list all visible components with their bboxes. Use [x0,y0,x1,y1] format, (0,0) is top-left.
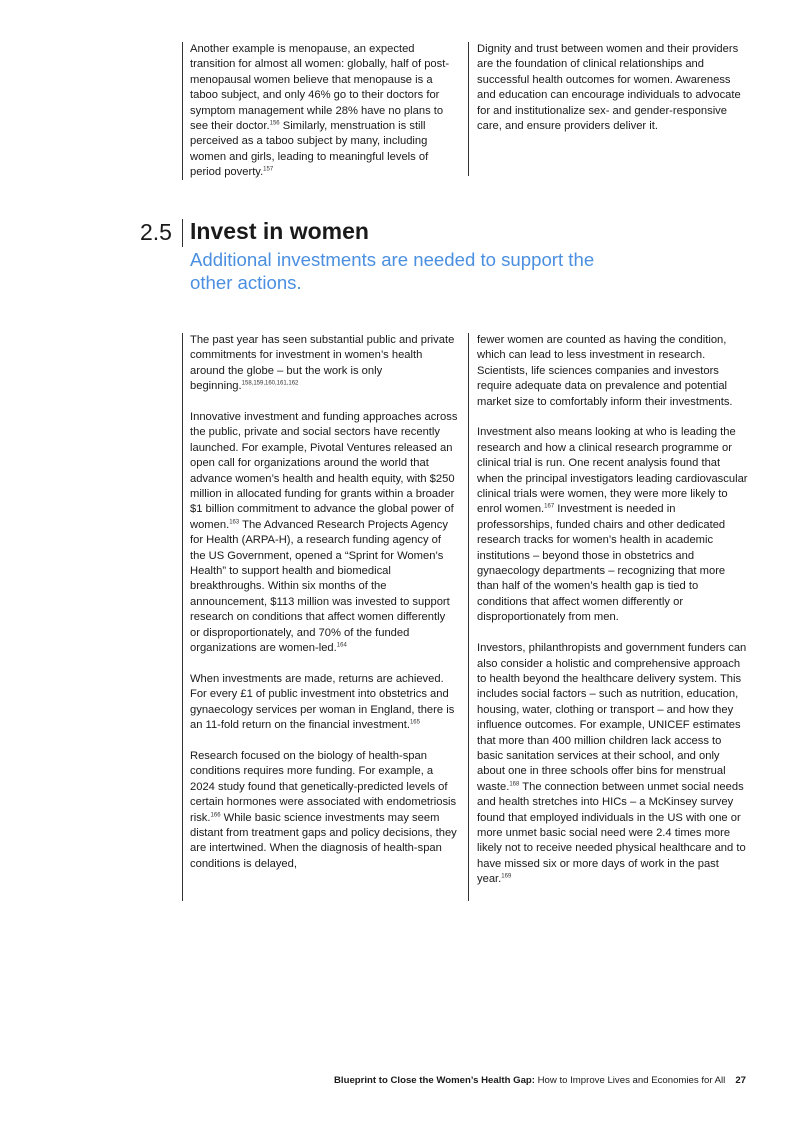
footnote-ref: 163 [229,519,240,526]
footnote-ref: 166 [210,811,221,818]
footnote-ref: 165 [409,719,420,726]
section-rule [182,219,183,247]
body-right-column [477,333,749,888]
paragraph: Dignity and trust between women and their providers are the foundation of clinical relationships and successful health outcomes for women. Awareness and education can encourage individuals to advocate for and institutionalize sex- and gender-responsive care, and ensure providers deliver it. [477,43,741,133]
paragraph: Investment also means looking at who is leading the research and how a clinical research programme or clinical trial is run. One recent analysis found that when the principal investigators leading cardiovascular clinical trials were women, they were more likely to enrol women.$^{167}$ Investment is needed in professorships, funded chairs and other dedicated research tracks for women’s health in academic institutions – beyond those in obstetrics and gynaecology departments – recognizing that more than half of the women’s health gap is tied to conditions that affect women differently or disproportionately from men. [477,426,748,624]
section-title: Invest in women [190,218,369,244]
section-number: 2.5 [140,219,172,245]
page-footer [334,1075,746,1087]
footnote-ref: 168 [509,781,520,788]
paragraph: Investors, philanthropists and government funders can also consider a holistic and comprehensive approach to health beyond the healthcare delivery system. This includes social factors – such as nutrition, education, housing, water, clothing or transport – and how they influence outcomes. For example, UNICEF estimates that more than 400 million children lack access to basic sanitation services at their school, and only about one in three schools offer bins for menstrual waste.$^{168}$ The connection between unmet social needs and health stretches into HICs – a McKinsey survey found that employed individuals in the US with one or more unmet basic social need were 2.4 times more likely not to receive needed physical healthcare and to have missed six or more days of work in the past year.$^{169}$ [477,642,747,886]
paragraph: Innovative investment and funding approaches across the public, private and social sectors have recently launched. For example, Pivotal Ventures released an open call for organizations around the world that advance women’s health and health equity, with $250 million in allocated funding for grants within a broader $1 billion commitment to advance the global power of women.$^{163}$ The Advanced Research Projects Agency for Health (ARPA-H), a research funding agency of the US Government, opened a “Sprint for Women’s Health” to support health and biomedical breakthroughs. Within six months of the announcement, $113 million was invested to support research on conditions that affect women differently or disproportionately, and 70% of the funded organizations are women-led.$^{164}$ [190,411,458,655]
column-rule [468,42,469,176]
footnote-ref: 156 [269,120,280,127]
paragraph: When investments are made, returns are achieved. For every £1 of public investment into obstetrics and gynaecology services per woman in England, there is an 11-fold return on the financial investment.$^{165}$ [190,672,455,732]
paragraph: Another example is menopause, an expected transition for almost all women: globally, half of post-menopausal women believe that menopause is a taboo subject, and only 46% go to their doctors for symptom management while 28% have no plans to see their doctor.$^{156}$ Similarly, menstruation is still perceived as a taboo subject by many, including women and girls, leading to meaningful levels of period poverty.$^{157}$ [190,43,450,179]
footnote-ref: 167 [544,503,555,510]
footnote-ref: 157 [263,166,274,173]
column-rule [468,333,469,901]
body-left-column [190,333,458,872]
footnote-ref: 164 [336,642,347,649]
column-rule [182,333,183,901]
top-left-column [190,42,458,179]
paragraph: Research focused on the biology of health-span conditions requires more funding. For example, a 2024 study found that genetically-predicted levels of certain hormones were associated with endometriosis risk.$^{166}$ While basic science investments may seem distant from treatment gaps and policy decisions, they are intertwined. When the diagnosis of health-span conditions is delayed, [190,749,457,870]
paragraph: fewer women are counted as having the condition, which can lead to less investment in research. Scientists, life sciences companies and investors require adequate data on prevalence and potential market size to comfortably inform their investments. [477,334,733,408]
section-subtitle: Additional investments are needed to support the other actions. [190,249,595,293]
paragraph: The past year has seen substantial public and private commitments for investment in women’s health around the globe – but the work is only beginning.$^{158,159,160,161,162}$ [190,334,455,393]
footer-title-bold: Blueprint to Close the Women’s Health Gap: [334,1075,535,1086]
footer-title-rest: How to Improve Lives and Economies for All [534,1075,726,1086]
top-right-column [477,42,745,134]
page-number: 27 [735,1075,746,1086]
footnote-ref: 169 [501,873,512,880]
column-rule [182,42,183,180]
footnote-ref: 158,159,160,161,162 [241,380,299,387]
